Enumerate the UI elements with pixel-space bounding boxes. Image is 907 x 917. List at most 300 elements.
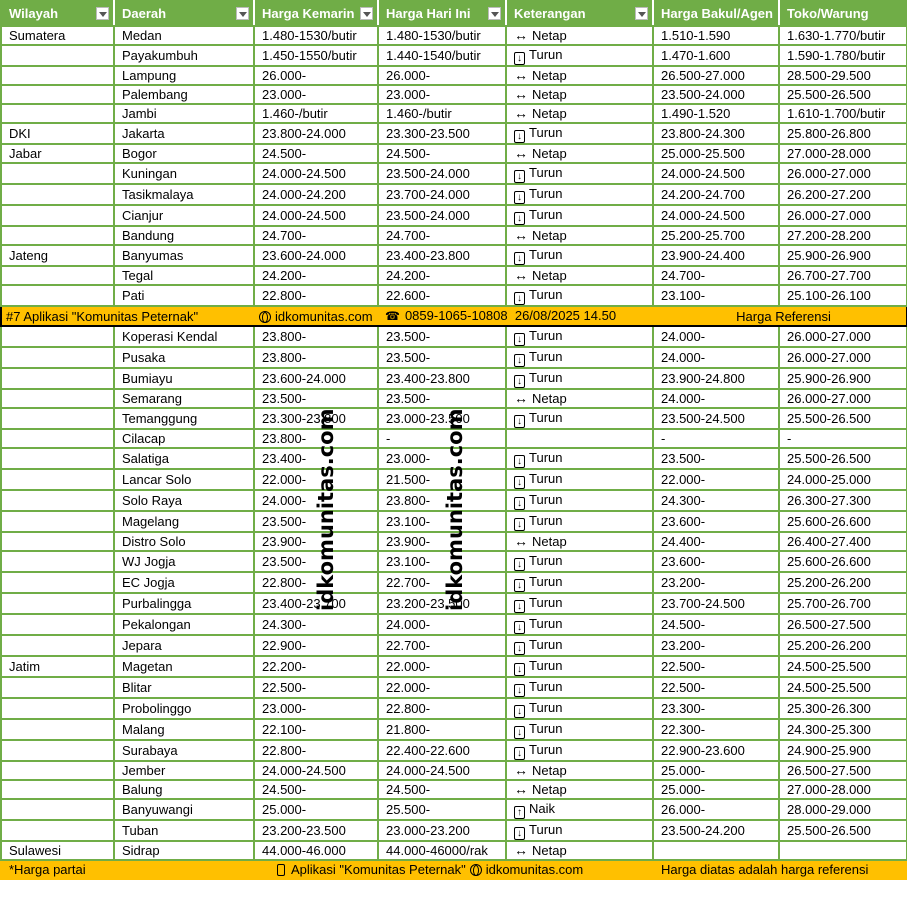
cell-daerah[interactable]: Cianjur [114, 205, 254, 226]
cell-harga-kemarin[interactable]: 26.000- [254, 66, 378, 85]
cell-toko-warung[interactable]: 25.100-26.100 [779, 285, 907, 306]
col-header-harga-kemarin[interactable]: Harga Kemarin [254, 1, 378, 26]
cell-keterangan[interactable] [506, 656, 653, 677]
cell-wilayah[interactable] [1, 551, 114, 572]
cell-keterangan[interactable] [506, 677, 653, 698]
cell-keterangan[interactable] [506, 614, 653, 635]
cell-daerah[interactable]: Malang [114, 719, 254, 740]
cell-wilayah[interactable] [1, 368, 114, 389]
cell-harga-bakul[interactable]: 23.200- [653, 572, 779, 593]
cell-toko-warung[interactable]: 25.300-26.300 [779, 698, 907, 719]
cell-harga-kemarin[interactable]: 24.000-24.500 [254, 761, 378, 780]
cell-harga-bakul[interactable]: 24.000-24.500 [653, 163, 779, 184]
cell-harga-kemarin[interactable]: 23.500- [254, 551, 378, 572]
cell-daerah[interactable]: Pusaka [114, 347, 254, 368]
cell-harga-hari-ini[interactable]: 23.000-23.500 [378, 408, 506, 429]
cell-keterangan[interactable] [506, 389, 653, 408]
cell-toko-warung[interactable]: 26.000-27.000 [779, 326, 907, 347]
cell-harga-kemarin[interactable]: 23.600-24.000 [254, 245, 378, 266]
cell-keterangan[interactable] [506, 841, 653, 860]
cell-daerah[interactable]: Salatiga [114, 448, 254, 469]
cell-harga-kemarin[interactable]: 1.460-/butir [254, 104, 378, 123]
cell-harga-bakul[interactable]: 23.900-24.800 [653, 368, 779, 389]
footer-site[interactable]: idkomunitas.com [485, 862, 584, 877]
banner-site[interactable]: idkomunitas.com [275, 308, 373, 324]
cell-harga-hari-ini[interactable]: 22.000- [378, 656, 506, 677]
cell-toko-warung[interactable]: 26.000-27.000 [779, 205, 907, 226]
cell-toko-warung[interactable]: 25.500-26.500 [779, 85, 907, 104]
cell-wilayah[interactable] [1, 719, 114, 740]
table-row [1, 85, 907, 104]
cell-harga-bakul[interactable]: 22.000- [653, 469, 779, 490]
cell-wilayah[interactable] [1, 761, 114, 780]
cell-toko-warung[interactable]: 25.500-26.500 [779, 448, 907, 469]
cell-harga-hari-ini[interactable]: 23.500-24.000 [378, 205, 506, 226]
cell-harga-bakul[interactable]: 23.700-24.500 [653, 593, 779, 614]
cell-harga-bakul[interactable]: 25.200-25.700 [653, 226, 779, 245]
cell-daerah[interactable]: Surabaya [114, 740, 254, 761]
cell-harga-bakul[interactable]: 25.000- [653, 761, 779, 780]
cell-harga-kemarin[interactable]: 23.500- [254, 389, 378, 408]
cell-harga-kemarin[interactable]: 44.000-46.000 [254, 841, 378, 860]
cell-daerah[interactable]: Lancar Solo [114, 469, 254, 490]
cell-harga-kemarin[interactable]: 24.000- [254, 490, 378, 511]
cell-keterangan[interactable] [506, 408, 653, 429]
cell-toko-warung[interactable]: 26.500-27.500 [779, 761, 907, 780]
cell-harga-bakul[interactable]: - [653, 429, 779, 448]
cell-harga-bakul[interactable]: 1.470-1.600 [653, 45, 779, 66]
cell-harga-kemarin[interactable]: 22.900- [254, 635, 378, 656]
cell-toko-warung[interactable]: 1.610-1.700/butir [779, 104, 907, 123]
filter-dropdown-icon[interactable] [96, 7, 109, 20]
cell-daerah[interactable]: Pekalongan [114, 614, 254, 635]
cell-harga-hari-ini[interactable]: 23.000- [378, 85, 506, 104]
cell-daerah[interactable]: Sidrap [114, 841, 254, 860]
cell-wilayah[interactable] [1, 429, 114, 448]
cell-harga-bakul[interactable]: 24.000- [653, 326, 779, 347]
cell-harga-kemarin[interactable]: 23.400-23.700 [254, 593, 378, 614]
cell-harga-hari-ini[interactable]: 23.700-24.000 [378, 184, 506, 205]
cell-harga-bakul[interactable]: 23.900-24.400 [653, 245, 779, 266]
cell-harga-hari-ini[interactable]: 23.400-23.800 [378, 368, 506, 389]
cell-keterangan[interactable] [506, 572, 653, 593]
cell-wilayah[interactable] [1, 532, 114, 551]
cell-keterangan[interactable] [506, 226, 653, 245]
cell-keterangan[interactable] [506, 593, 653, 614]
cell-harga-hari-ini[interactable]: 24.000-24.500 [378, 761, 506, 780]
cell-keterangan[interactable] [506, 144, 653, 163]
cell-harga-bakul[interactable]: 23.800-24.300 [653, 123, 779, 144]
cell-wilayah[interactable]: DKI [1, 123, 114, 144]
cell-harga-hari-ini[interactable]: 26.000- [378, 66, 506, 85]
cell-harga-bakul[interactable]: 24.200-24.700 [653, 184, 779, 205]
cell-harga-bakul[interactable]: 22.500- [653, 677, 779, 698]
cell-harga-hari-ini[interactable]: 23.500- [378, 347, 506, 368]
cell-daerah[interactable]: Lampung [114, 66, 254, 85]
cell-keterangan[interactable] [506, 761, 653, 780]
cell-keterangan[interactable] [506, 285, 653, 306]
cell-daerah[interactable]: Cilacap [114, 429, 254, 448]
cell-harga-kemarin[interactable]: 22.500- [254, 677, 378, 698]
cell-keterangan[interactable] [506, 780, 653, 799]
cell-wilayah[interactable]: Sumatera [1, 26, 114, 45]
cell-harga-hari-ini[interactable]: 23.900- [378, 532, 506, 551]
cell-harga-bakul[interactable]: 24.500- [653, 614, 779, 635]
cell-harga-kemarin[interactable]: 24.300- [254, 614, 378, 635]
cell-daerah[interactable]: Temanggung [114, 408, 254, 429]
cell-daerah[interactable]: Jakarta [114, 123, 254, 144]
cell-harga-hari-ini[interactable]: 1.440-1540/butir [378, 45, 506, 66]
cell-toko-warung[interactable]: 24.900-25.900 [779, 740, 907, 761]
cell-keterangan[interactable] [506, 205, 653, 226]
cell-toko-warung[interactable]: 26.200-27.200 [779, 184, 907, 205]
cell-wilayah[interactable]: Jateng [1, 245, 114, 266]
cell-toko-warung[interactable]: 28.500-29.500 [779, 66, 907, 85]
cell-daerah[interactable]: Tegal [114, 266, 254, 285]
cell-harga-bakul[interactable]: 1.510-1.590 [653, 26, 779, 45]
cell-toko-warung[interactable]: 27.000-28.000 [779, 780, 907, 799]
cell-toko-warung[interactable]: 25.700-26.700 [779, 593, 907, 614]
status-text: Turun [529, 742, 563, 757]
cell-harga-bakul[interactable]: 22.500- [653, 656, 779, 677]
cell-wilayah[interactable] [1, 469, 114, 490]
cell-keterangan[interactable] [506, 469, 653, 490]
col-header-daerah[interactable]: Daerah [114, 1, 254, 26]
cell-harga-hari-ini[interactable]: 24.200- [378, 266, 506, 285]
cell-harga-bakul[interactable] [653, 841, 779, 860]
cell-keterangan[interactable] [506, 368, 653, 389]
cell-wilayah[interactable]: Jabar [1, 144, 114, 163]
cell-wilayah[interactable] [1, 572, 114, 593]
cell-harga-bakul[interactable]: 25.000- [653, 780, 779, 799]
cell-harga-hari-ini[interactable]: 23.000-23.200 [378, 820, 506, 841]
cell-harga-bakul[interactable]: 23.500-24.000 [653, 85, 779, 104]
cell-daerah[interactable]: Jepara [114, 635, 254, 656]
cell-harga-hari-ini[interactable]: 21.500- [378, 469, 506, 490]
cell-wilayah[interactable] [1, 389, 114, 408]
cell-keterangan[interactable] [506, 635, 653, 656]
cell-harga-kemarin[interactable]: 23.000- [254, 85, 378, 104]
cell-toko-warung[interactable]: 26.400-27.400 [779, 532, 907, 551]
status-text: Turun [529, 822, 563, 837]
cell-toko-warung[interactable]: 1.630-1.770/butir [779, 26, 907, 45]
cell-harga-hari-ini[interactable]: 23.500-24.000 [378, 163, 506, 184]
cell-harga-kemarin[interactable]: 23.800- [254, 326, 378, 347]
cell-wilayah[interactable] [1, 635, 114, 656]
cell-keterangan[interactable] [506, 104, 653, 123]
cell-harga-hari-ini[interactable]: 23.800- [378, 490, 506, 511]
cell-harga-kemarin[interactable]: 23.600-24.000 [254, 368, 378, 389]
cell-wilayah[interactable] [1, 347, 114, 368]
cell-harga-kemarin[interactable]: 25.000- [254, 799, 378, 820]
cell-toko-warung[interactable]: 28.000-29.000 [779, 799, 907, 820]
cell-keterangan[interactable] [506, 123, 653, 144]
cell-wilayah[interactable] [1, 490, 114, 511]
cell-harga-bakul[interactable]: 23.500-24.200 [653, 820, 779, 841]
cell-harga-kemarin[interactable]: 24.000-24.200 [254, 184, 378, 205]
cell-harga-kemarin[interactable]: 23.800- [254, 429, 378, 448]
cell-harga-bakul[interactable]: 23.300- [653, 698, 779, 719]
cell-wilayah[interactable] [1, 85, 114, 104]
cell-keterangan[interactable] [506, 326, 653, 347]
cell-harga-hari-ini[interactable]: 23.500- [378, 389, 506, 408]
col-header-harga-hari-ini[interactable]: Harga Hari Ini [378, 1, 506, 26]
cell-harga-kemarin[interactable]: 24.500- [254, 144, 378, 163]
cell-harga-kemarin[interactable]: 23.800- [254, 347, 378, 368]
cell-harga-kemarin[interactable]: 24.700- [254, 226, 378, 245]
cell-toko-warung[interactable]: 26.500-27.500 [779, 614, 907, 635]
cell-daerah[interactable]: Bumiayu [114, 368, 254, 389]
cell-harga-hari-ini[interactable]: 22.700- [378, 635, 506, 656]
cell-wilayah[interactable] [1, 184, 114, 205]
cell-wilayah[interactable] [1, 266, 114, 285]
cell-daerah[interactable]: Banyumas [114, 245, 254, 266]
cell-harga-hari-ini[interactable]: 23.000- [378, 448, 506, 469]
cell-keterangan[interactable] [506, 347, 653, 368]
cell-keterangan[interactable] [506, 532, 653, 551]
cell-harga-hari-ini[interactable]: 25.500- [378, 799, 506, 820]
banner-phone[interactable]: 0859-1065-10808 [404, 308, 508, 323]
cell-harga-bakul[interactable]: 23.200- [653, 635, 779, 656]
cell-wilayah[interactable] [1, 45, 114, 66]
cell-daerah[interactable]: Purbalingga [114, 593, 254, 614]
cell-toko-warung[interactable]: 1.590-1.780/butir [779, 45, 907, 66]
cell-keterangan[interactable] [506, 85, 653, 104]
cell-wilayah[interactable] [1, 448, 114, 469]
cell-harga-hari-ini[interactable]: 1.480-1530/butir [378, 26, 506, 45]
cell-daerah[interactable]: Medan [114, 26, 254, 45]
cell-harga-bakul[interactable]: 26.500-27.000 [653, 66, 779, 85]
cell-wilayah[interactable] [1, 698, 114, 719]
cell-daerah[interactable]: Koperasi Kendal [114, 326, 254, 347]
cell-harga-hari-ini[interactable]: 24.700- [378, 226, 506, 245]
cell-toko-warung[interactable] [779, 841, 907, 860]
cell-harga-bakul[interactable]: 24.000-24.500 [653, 205, 779, 226]
cell-toko-warung[interactable]: 25.500-26.500 [779, 820, 907, 841]
cell-harga-hari-ini[interactable]: 22.000- [378, 677, 506, 698]
cell-harga-kemarin[interactable]: 23.500- [254, 511, 378, 532]
cell-keterangan[interactable] [506, 490, 653, 511]
cell-daerah[interactable]: Jember [114, 761, 254, 780]
cell-daerah[interactable]: Distro Solo [114, 532, 254, 551]
cell-harga-hari-ini[interactable]: 1.460-/butir [378, 104, 506, 123]
cell-daerah[interactable]: Bogor [114, 144, 254, 163]
cell-toko-warung[interactable]: 24.500-25.500 [779, 656, 907, 677]
cell-harga-bakul[interactable]: 23.600- [653, 511, 779, 532]
cell-harga-bakul[interactable]: 24.700- [653, 266, 779, 285]
cell-harga-kemarin[interactable]: 24.000-24.500 [254, 163, 378, 184]
cell-toko-warung[interactable]: 24.000-25.000 [779, 469, 907, 490]
cell-toko-warung[interactable]: 25.900-26.900 [779, 368, 907, 389]
filter-dropdown-icon[interactable] [635, 7, 648, 20]
cell-harga-bakul[interactable]: 23.600- [653, 551, 779, 572]
cell-harga-kemarin[interactable]: 24.200- [254, 266, 378, 285]
cell-keterangan[interactable] [506, 551, 653, 572]
cell-harga-kemarin[interactable]: 23.200-23.500 [254, 820, 378, 841]
cell-harga-bakul[interactable]: 23.100- [653, 285, 779, 306]
cell-wilayah[interactable] [1, 326, 114, 347]
cell-daerah[interactable]: Palembang [114, 85, 254, 104]
cell-keterangan[interactable] [506, 799, 653, 820]
filter-dropdown-icon[interactable] [488, 7, 501, 20]
cell-keterangan[interactable] [506, 245, 653, 266]
cell-harga-kemarin[interactable]: 23.000- [254, 698, 378, 719]
cell-harga-kemarin[interactable]: 24.000-24.500 [254, 205, 378, 226]
cell-toko-warung[interactable]: 26.300-27.300 [779, 490, 907, 511]
cell-harga-bakul[interactable]: 24.000- [653, 347, 779, 368]
cell-wilayah[interactable] [1, 820, 114, 841]
cell-wilayah[interactable] [1, 163, 114, 184]
col-header-keterangan[interactable]: Keterangan [506, 1, 653, 26]
cell-harga-kemarin[interactable]: 22.000- [254, 469, 378, 490]
cell-keterangan[interactable] [506, 698, 653, 719]
cell-harga-bakul[interactable]: 24.400- [653, 532, 779, 551]
cell-daerah[interactable]: Semarang [114, 389, 254, 408]
cell-toko-warung[interactable]: 26.000-27.000 [779, 389, 907, 408]
cell-harga-kemarin[interactable]: 23.400- [254, 448, 378, 469]
cell-daerah[interactable]: EC Jogja [114, 572, 254, 593]
cell-harga-bakul[interactable]: 22.900-23.600 [653, 740, 779, 761]
cell-daerah[interactable]: Magelang [114, 511, 254, 532]
cell-harga-kemarin[interactable]: 24.500- [254, 780, 378, 799]
cell-toko-warung[interactable]: 25.900-26.900 [779, 245, 907, 266]
cell-harga-hari-ini[interactable]: 23.200-23.500 [378, 593, 506, 614]
cell-wilayah[interactable] [1, 408, 114, 429]
cell-harga-hari-ini[interactable]: 22.600- [378, 285, 506, 306]
cell-toko-warung[interactable]: - [779, 429, 907, 448]
cell-keterangan[interactable] [506, 429, 653, 448]
cell-toko-warung[interactable]: 25.600-26.600 [779, 511, 907, 532]
cell-keterangan[interactable] [506, 511, 653, 532]
down-arrow-box-icon: ↓ [514, 518, 525, 531]
cell-harga-bakul[interactable]: 23.500-24.500 [653, 408, 779, 429]
cell-wilayah[interactable] [1, 205, 114, 226]
cell-harga-kemarin[interactable]: 22.800- [254, 285, 378, 306]
cell-toko-warung[interactable]: 25.800-26.800 [779, 123, 907, 144]
col-header-wilayah[interactable]: Wilayah [1, 1, 114, 26]
cell-harga-kemarin[interactable]: 23.800-24.000 [254, 123, 378, 144]
cell-harga-bakul[interactable]: 26.000- [653, 799, 779, 820]
cell-harga-kemarin[interactable]: 22.200- [254, 656, 378, 677]
cell-daerah[interactable]: Balung [114, 780, 254, 799]
cell-wilayah[interactable]: Sulawesi [1, 841, 114, 860]
cell-harga-hari-ini[interactable]: 23.100- [378, 511, 506, 532]
cell-wilayah[interactable] [1, 740, 114, 761]
cell-harga-kemarin[interactable]: 23.900- [254, 532, 378, 551]
cell-harga-kemarin[interactable]: 22.100- [254, 719, 378, 740]
cell-wilayah[interactable] [1, 66, 114, 85]
cell-wilayah[interactable] [1, 104, 114, 123]
cell-harga-hari-ini[interactable]: 22.700- [378, 572, 506, 593]
cell-daerah[interactable]: Blitar [114, 677, 254, 698]
cell-harga-bakul[interactable]: 1.490-1.520 [653, 104, 779, 123]
cell-harga-hari-ini[interactable]: 21.800- [378, 719, 506, 740]
cell-toko-warung[interactable]: 25.200-26.200 [779, 572, 907, 593]
cell-harga-kemarin[interactable]: 22.800- [254, 740, 378, 761]
cell-daerah[interactable]: Jambi [114, 104, 254, 123]
cell-toko-warung[interactable]: 24.500-25.500 [779, 677, 907, 698]
cell-wilayah[interactable] [1, 780, 114, 799]
cell-harga-hari-ini[interactable]: 24.000- [378, 614, 506, 635]
cell-harga-hari-ini[interactable]: 44.000-46000/rak [378, 841, 506, 860]
cell-harga-kemarin[interactable]: 23.300-23.800 [254, 408, 378, 429]
cell-toko-warung[interactable]: 26.700-27.700 [779, 266, 907, 285]
filter-dropdown-icon[interactable] [236, 7, 249, 20]
cell-keterangan[interactable] [506, 45, 653, 66]
cell-toko-warung[interactable]: 27.200-28.200 [779, 226, 907, 245]
cell-toko-warung[interactable]: 26.000-27.000 [779, 347, 907, 368]
cell-keterangan[interactable] [506, 448, 653, 469]
cell-daerah[interactable]: Pati [114, 285, 254, 306]
cell-daerah[interactable]: Tasikmalaya [114, 184, 254, 205]
cell-keterangan[interactable] [506, 719, 653, 740]
cell-harga-kemarin[interactable]: 22.800- [254, 572, 378, 593]
cell-harga-bakul[interactable]: 24.000- [653, 389, 779, 408]
cell-wilayah[interactable] [1, 511, 114, 532]
cell-keterangan[interactable] [506, 26, 653, 45]
cell-harga-bakul[interactable]: 23.500- [653, 448, 779, 469]
left-right-arrow-icon: ↔ [514, 762, 528, 778]
cell-toko-warung[interactable]: 26.000-27.000 [779, 163, 907, 184]
cell-harga-hari-ini[interactable]: 24.500- [378, 780, 506, 799]
cell-wilayah[interactable] [1, 593, 114, 614]
cell-wilayah[interactable] [1, 677, 114, 698]
cell-harga-kemarin[interactable]: 1.450-1550/butir [254, 45, 378, 66]
cell-wilayah[interactable]: Jatim [1, 656, 114, 677]
cell-daerah[interactable]: Payakumbuh [114, 45, 254, 66]
cell-daerah[interactable]: Tuban [114, 820, 254, 841]
cell-harga-hari-ini[interactable]: 22.800- [378, 698, 506, 719]
cell-toko-warung[interactable]: 24.300-25.300 [779, 719, 907, 740]
filter-dropdown-icon[interactable] [360, 7, 373, 20]
cell-keterangan[interactable] [506, 266, 653, 285]
cell-harga-hari-ini[interactable]: 23.100- [378, 551, 506, 572]
cell-daerah[interactable]: WJ Jogja [114, 551, 254, 572]
cell-keterangan[interactable] [506, 163, 653, 184]
cell-daerah[interactable]: Banyuwangi [114, 799, 254, 820]
cell-keterangan[interactable] [506, 184, 653, 205]
cell-toko-warung[interactable]: 25.500-26.500 [779, 408, 907, 429]
cell-toko-warung[interactable]: 25.200-26.200 [779, 635, 907, 656]
cell-harga-bakul[interactable]: 22.300- [653, 719, 779, 740]
cell-harga-hari-ini[interactable]: 23.400-23.800 [378, 245, 506, 266]
cell-daerah[interactable]: Solo Raya [114, 490, 254, 511]
cell-daerah[interactable]: Kuningan [114, 163, 254, 184]
cell-wilayah[interactable] [1, 799, 114, 820]
cell-harga-hari-ini[interactable]: 24.500- [378, 144, 506, 163]
cell-harga-bakul[interactable]: 24.300- [653, 490, 779, 511]
status-text: Turun [529, 471, 563, 486]
cell-harga-hari-ini[interactable]: 23.500- [378, 326, 506, 347]
cell-wilayah[interactable] [1, 285, 114, 306]
cell-daerah[interactable]: Bandung [114, 226, 254, 245]
cell-harga-hari-ini[interactable]: - [378, 429, 506, 448]
cell-harga-kemarin[interactable]: 1.480-1530/butir [254, 26, 378, 45]
cell-keterangan[interactable] [506, 66, 653, 85]
cell-wilayah[interactable] [1, 614, 114, 635]
cell-keterangan[interactable] [506, 740, 653, 761]
cell-harga-bakul[interactable]: 25.000-25.500 [653, 144, 779, 163]
cell-daerah[interactable]: Magetan [114, 656, 254, 677]
down-arrow-box-icon: ↓ [514, 642, 525, 655]
cell-harga-hari-ini[interactable]: 23.300-23.500 [378, 123, 506, 144]
cell-harga-hari-ini[interactable]: 22.400-22.600 [378, 740, 506, 761]
cell-toko-warung[interactable]: 25.600-26.600 [779, 551, 907, 572]
cell-toko-warung[interactable]: 27.000-28.000 [779, 144, 907, 163]
cell-wilayah[interactable] [1, 226, 114, 245]
cell-keterangan[interactable] [506, 820, 653, 841]
cell-daerah[interactable]: Probolinggo [114, 698, 254, 719]
